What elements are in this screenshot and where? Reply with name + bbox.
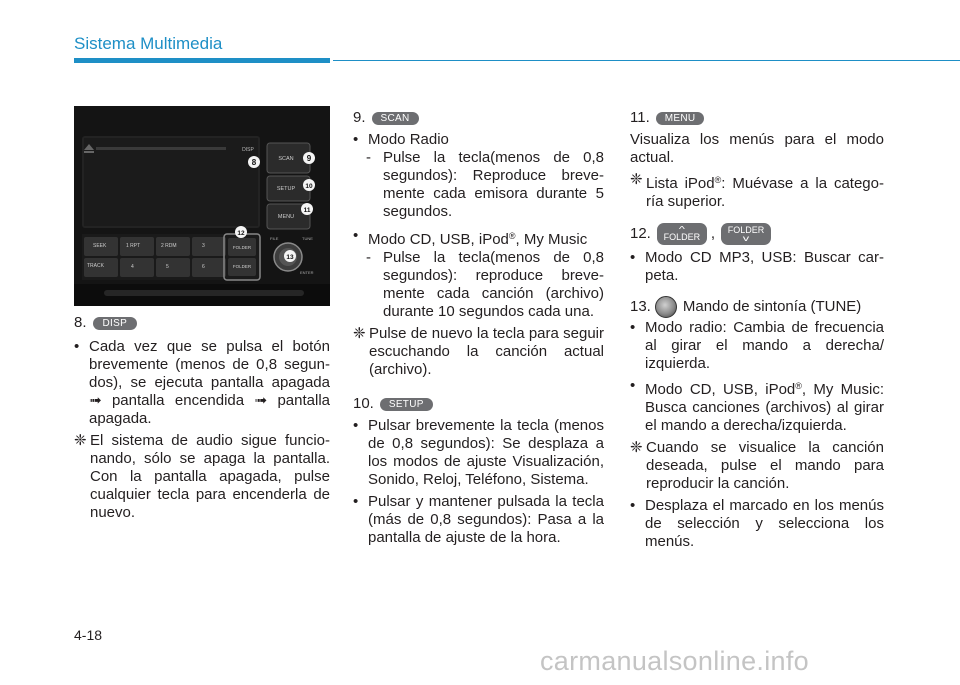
cd-mode-detail: [353, 249, 604, 321]
item-9-heading: [353, 107, 604, 129]
radio-mode-detail: [353, 149, 604, 221]
panel-disp-label[interactable]: DISP: [242, 147, 254, 153]
callout-12: 12: [237, 230, 245, 237]
setup-button-icon: SETUP: [380, 398, 433, 411]
panel-seek-label[interactable]: SEEK: [93, 243, 107, 249]
radio-mode-bullet: • Modo Radio: [353, 131, 604, 149]
tune-cd-text-a: Modo CD, USB, iPod: [645, 381, 796, 398]
item-8-heading: [74, 312, 330, 334]
item-13-label: Mando de sintonía (TUNE): [682, 298, 862, 315]
chevron-down-icon: v: [742, 234, 750, 243]
callout-8: 8: [251, 158, 257, 167]
setup-long-press-bullet: • Pulsar y mantener pulsada la tecla (más de 0,8 segundos): Pasa a la pantalla de ajuste de la hora.: [353, 493, 604, 547]
panel-rdm-label[interactable]: 2 RDM: [161, 243, 177, 249]
tune-cd-bullet: [630, 377, 884, 435]
callout-9: 9: [306, 154, 312, 163]
radio-mode-detail-text: Pulse la tecla(menos de 0,8 segundos): Reproduce breve-mente cada emisora durante 5 segundos.: [383, 149, 604, 220]
tune-note-text: Cuando se visualice la canción deseada, pulse el mando para reproducir la canción.: [646, 439, 884, 492]
tune-radio-bullet: • Modo radio: Cambia de frecuencia al girar el mando a derecha/ izquierda.: [630, 319, 884, 373]
cd-mode-text-b: , My Music: [515, 231, 588, 248]
note-marker: ❈: [630, 439, 643, 456]
folder-up-button-icon: [657, 223, 707, 245]
item-12-number: 12.: [630, 225, 651, 242]
cd-mode-bullet: [353, 227, 604, 249]
ipod-list-note: [630, 171, 884, 211]
section-title: Sistema Multimedia: [74, 34, 223, 53]
registered-mark: ®: [508, 231, 516, 241]
scan-note-text: Pulse de nuevo la tecla para seguir escuchando la canción actual (archivo).: [369, 325, 604, 378]
head-unit-image: [74, 106, 330, 306]
panel-track-label[interactable]: TRACK: [87, 263, 104, 269]
watermark: carmanualsonline.info: [540, 646, 809, 676]
disp-bullet: • Cada vez que se pulsa el botón brevemente (menos de 0,8 segun-dos), se ejecuta pantalla apagada ➟ pantalla encendida ➟ pantalla apagada.: [74, 338, 330, 428]
ipod-note-text-a: Lista iPod: [646, 175, 715, 192]
cd-mode-detail-text: Pulse la tecla(menos de 0,8 segundos): reproduce breve-mente cada canción (archivo) durante 10 segundos cada una.: [383, 249, 604, 320]
item-12-heading: [630, 221, 884, 247]
note-marker: ❈: [74, 432, 87, 449]
column-1: [74, 312, 330, 522]
panel-tune-label: TUNE: [302, 236, 313, 241]
panel-5-label[interactable]: 5: [166, 264, 169, 270]
tune-note: [630, 439, 884, 493]
disp-button-icon: DISP: [93, 317, 138, 330]
panel-enter-label: ENTER: [300, 270, 314, 275]
panel-rpt-label[interactable]: 1 RPT: [126, 243, 141, 249]
cd-mode-text-a: Modo CD, USB, iPod: [368, 231, 509, 248]
page-number: 4-18: [74, 627, 103, 643]
panel-scan-label[interactable]: SCAN: [278, 156, 294, 162]
disp-note-text: El sistema de audio sigue funcio-nando, sólo se apaga la pantalla. Con la pantalla apagada, pulse cualquier tecla para encenderla de nuevo.: [90, 432, 330, 521]
panel-3-label[interactable]: 3: [202, 243, 205, 249]
folder-up-label: FOLDER: [663, 232, 701, 242]
item-8-number: 8.: [74, 314, 87, 331]
item-10-number: 10.: [353, 395, 374, 412]
callout-11: 11: [303, 207, 311, 214]
panel-file-label: FILE: [270, 236, 279, 241]
panel-folder-up-label[interactable]: FOLDER: [232, 245, 252, 250]
column-3: [630, 107, 884, 551]
ipod-note-text-b: : Muévase a la catego-ría superior.: [646, 175, 884, 210]
dash-marker: -: [366, 149, 371, 166]
item-11-heading: [630, 107, 884, 129]
menu-navigation-bullet: • Desplaza el marcado en los menús de selección y selecciona los menús.: [630, 497, 884, 551]
item-13-heading: [630, 295, 884, 319]
scan-button-icon: SCAN: [372, 112, 419, 125]
scan-note: [353, 325, 604, 379]
panel-6-label[interactable]: 6: [202, 264, 205, 270]
panel-menu-label[interactable]: MENU: [277, 214, 295, 220]
head-unit-drawing: [74, 106, 330, 306]
item-10-heading: [353, 393, 604, 415]
item-9-number: 9.: [353, 109, 366, 126]
panel-4-label[interactable]: 4: [131, 264, 134, 270]
tune-knob-icon: [655, 296, 677, 318]
callout-10: 10: [305, 183, 313, 190]
panel-setup-label[interactable]: SETUP: [276, 186, 296, 192]
column-2: [353, 107, 604, 547]
chevron-up-icon: ^: [678, 225, 685, 234]
item-11-number: 11.: [630, 109, 650, 126]
menu-description: Visualiza los menús para el modo actual.: [630, 131, 884, 166]
header-rule-thick: [74, 58, 330, 63]
registered-mark: ®: [714, 175, 722, 185]
setup-short-press-bullet: • Pulsar brevemente la tecla (menos de 0,8 segundos): Se desplaza a los modos de ajuste Visualización, Sonido, Reloj, Teléfono, Sistema.: [353, 417, 604, 489]
item-13-number: 13.: [630, 298, 651, 315]
dash-marker: -: [366, 249, 371, 266]
registered-mark: ®: [795, 381, 802, 391]
panel-folder-down-label[interactable]: FOLDER: [232, 264, 252, 269]
disp-note: [74, 432, 330, 522]
note-marker: ❈: [630, 171, 643, 188]
menu-button-icon: MENU: [656, 112, 705, 125]
header-rule-thin: [333, 60, 960, 61]
folder-down-button-icon: [721, 223, 771, 245]
tune-cd-text-b: , My Music: Busca canciones (archivos) al girar el mando a derecha/izquierda.: [645, 381, 884, 434]
mp3-folder-bullet: • Modo CD MP3, USB: Buscar car-peta.: [630, 249, 884, 285]
note-marker: ❈: [353, 325, 366, 342]
comma-separator: ,: [710, 225, 716, 242]
callout-13: 13: [286, 254, 294, 261]
folder-down-label: FOLDER: [727, 225, 765, 235]
